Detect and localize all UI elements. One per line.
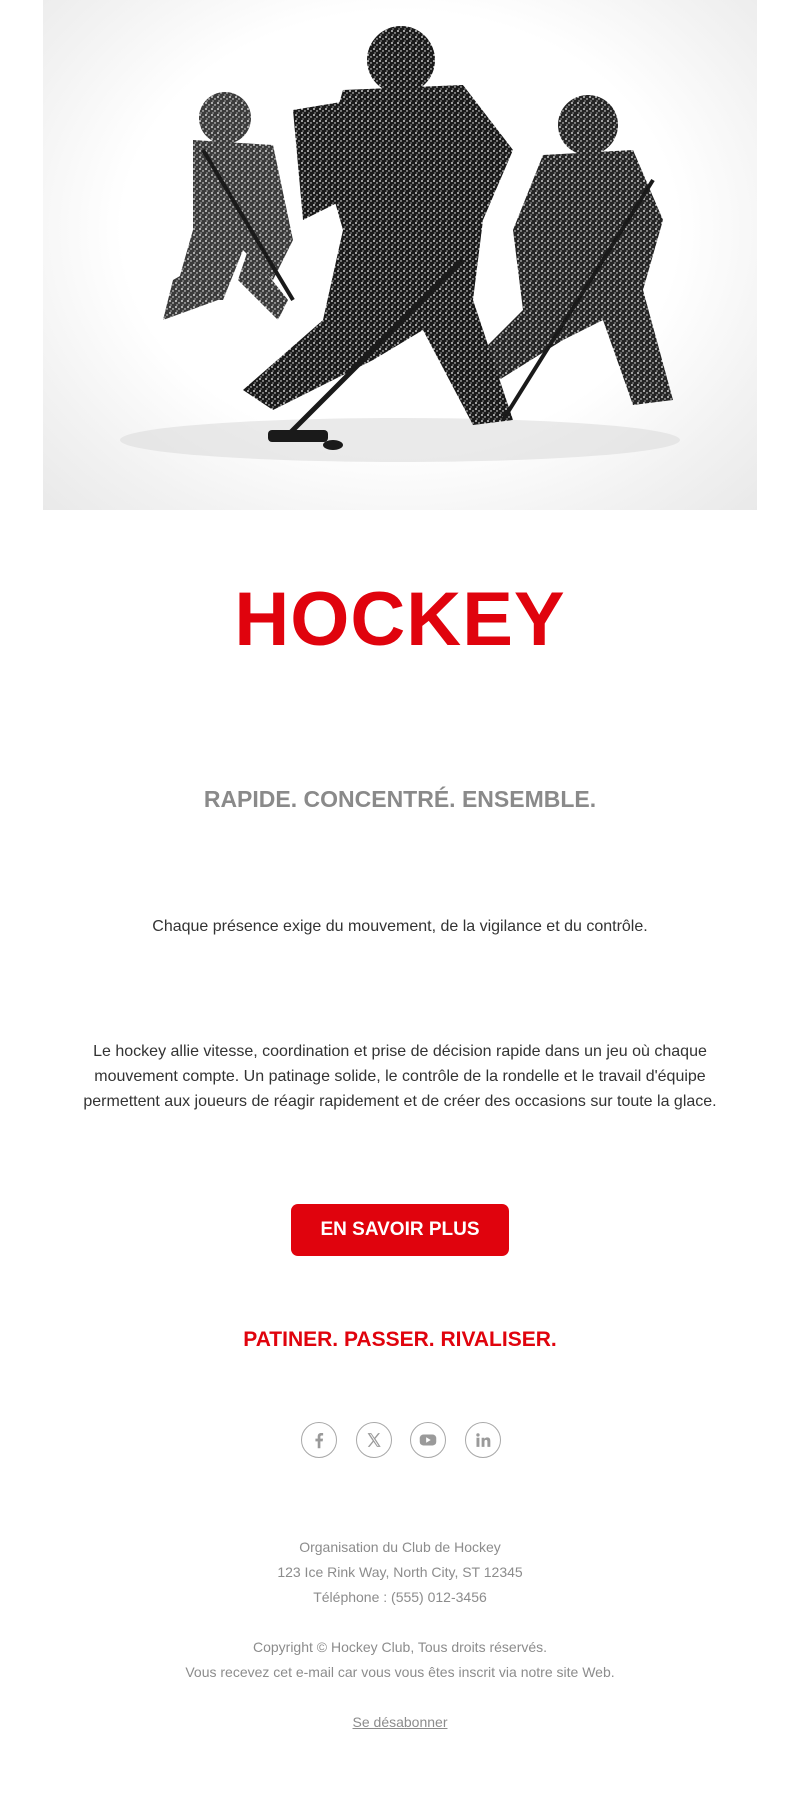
x-link[interactable] [356, 1422, 392, 1458]
footer-organization: Organisation du Club de Hockey [299, 1539, 501, 1555]
footer-phone: Téléphone : (555) 012-3456 [313, 1589, 487, 1605]
social-links [301, 1422, 501, 1462]
footer-address: 123 Ice Rink Way, North City, ST 12345 [277, 1564, 523, 1580]
slogan: PATINER. PASSER. RIVALISER. [243, 1328, 557, 1351]
footer [0, 1535, 800, 1735]
facebook-link[interactable] [301, 1422, 337, 1458]
youtube-icon [417, 1429, 439, 1451]
unsubscribe-link[interactable]: Se désabonner [352, 1714, 448, 1730]
footer-copyright: Copyright © Hockey Club, Tous droits réservés. [252, 1639, 548, 1655]
x-icon [363, 1429, 385, 1451]
tagline: RAPIDE. CONCENTRÉ. ENSEMBLE. [203, 786, 597, 812]
linkedin-icon [472, 1429, 494, 1451]
youtube-link[interactable] [410, 1422, 446, 1458]
body-text: Le hockey allie vitesse, coordination et prise de décision rapide dans un jeu où chaque mouvement compte. Un patinage solide, le contrôle de la rondelle et le travail d'équipe permettent aux joueurs de réagir rapidement et de créer des occasions sur toute la glace. [83, 1043, 717, 1110]
hockey-players-illustration [43, 0, 757, 510]
left-player [163, 92, 293, 320]
facebook-icon [308, 1429, 330, 1451]
intro-text: Chaque présence exige du mouvement, de la vigilance et du contrôle. [152, 918, 648, 935]
learn-more-button[interactable]: EN SAVOIR PLUS [291, 1204, 509, 1256]
hero-image [43, 0, 757, 510]
footer-subscription-reason: Vous recevez cet e-mail car vous vous êtes inscrit via notre site Web. [185, 1664, 615, 1680]
page-title: HOCKEY [234, 577, 566, 662]
linkedin-link[interactable] [465, 1422, 501, 1458]
